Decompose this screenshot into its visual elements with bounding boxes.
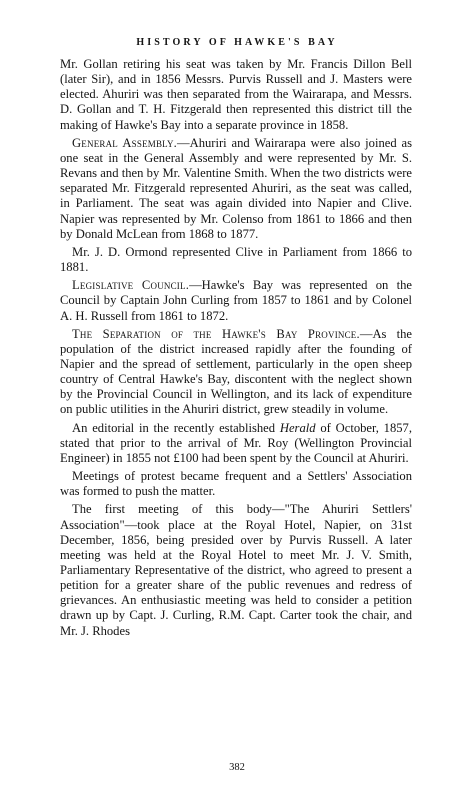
paragraph-text: The first meeting of this body—"The Ahuriri Settlers' Association"—took place at the Royal Hotel, Napier, on 31st December, 1856, being presided over by Purvis Russell. A later meeting was held at the Royal Hotel to meet Mr. J. V. Smith, Parliamentary Representative of the district, who agreed to present a petition for a greater share of the public revenues and redress of grievances. An enthusiastic meeting was held to consider a petition drawn up by Capt. J. Curling, R.M. Capt. Carter took the chair, and Mr. J. Rhodes bbox=[60, 502, 412, 638]
newspaper-title: Herald bbox=[279, 420, 316, 435]
body-text bbox=[60, 57, 412, 642]
paragraph bbox=[60, 136, 412, 242]
paragraph bbox=[60, 502, 412, 638]
paragraph bbox=[60, 469, 412, 499]
paragraph-text: Mr. J. D. Ormond represented Clive in Parliament from 1866 to 1881. bbox=[60, 244, 412, 275]
paragraph bbox=[60, 421, 412, 466]
paragraph-text: —Hawke's Bay was represented on the Council by Captain John Curling from 1857 to 1861 and by Colonel A. H. Russell from 1861 to 1872. bbox=[60, 278, 412, 323]
paragraph-text: —As the population of the district increased rapidly after the founding of Napier and the spread of settlement, particularly in the open sheep country of Central Hawke's Bay, discontent with the neglect shown by the Provincial Council in Wellington, and its lack of expenditure on public utilities in the Ahuriri district, grew steadily in volume. bbox=[60, 326, 412, 417]
paragraph-text: of October, 1857, stated that prior to the arrival of Mr. Roy (Wellington Provincial Engineer) in 1855 not £100 had been spent by the Council at Ahuriri. bbox=[60, 420, 412, 465]
paragraph-text: Mr. Gollan retiring his seat was taken by Mr. Francis Dillon Bell (later Sir), and in 1856 Messrs. Purvis Russell and J. Masters were elected. Ahuriri was then separated from the Wairarapa, and Messrs. D. Gollan and T. H. Fitzgerald then represented this district till the making of Hawke's Bay into a separate province in 1858. bbox=[60, 57, 412, 132]
paragraph-text: —Ahuriri and Wairarapa were also joined as one seat in the General Assembly and were represented by Mr. S. Revans and then by Mr. Valentine Smith. When the two districts were separated Mr. Fitzgerald represented Ahuriri, as the seat was called, in Parliament. The seat was again divided into Napier and Clive. Napier was represented by Mr. Colenso from 1861 to 1866 and then by Donald McLean from 1868 to 1877. bbox=[60, 135, 412, 241]
paragraph-text: Meetings of protest became frequent and a Settlers' Association was formed to push the matter. bbox=[60, 469, 412, 499]
running-head: HISTORY OF HAWKE'S BAY bbox=[136, 37, 338, 48]
section-heading: Legislative Council. bbox=[72, 278, 190, 293]
paragraph bbox=[60, 57, 412, 133]
page-number: 382 bbox=[229, 762, 245, 773]
section-heading: General Assembly. bbox=[72, 135, 178, 150]
section-heading: The Separation of the Hawke's Bay Province. bbox=[72, 326, 360, 341]
paragraph bbox=[60, 278, 412, 323]
paragraph-lead: An editorial in the recently established bbox=[72, 420, 280, 435]
paragraph bbox=[60, 245, 412, 275]
paragraph bbox=[60, 327, 412, 418]
